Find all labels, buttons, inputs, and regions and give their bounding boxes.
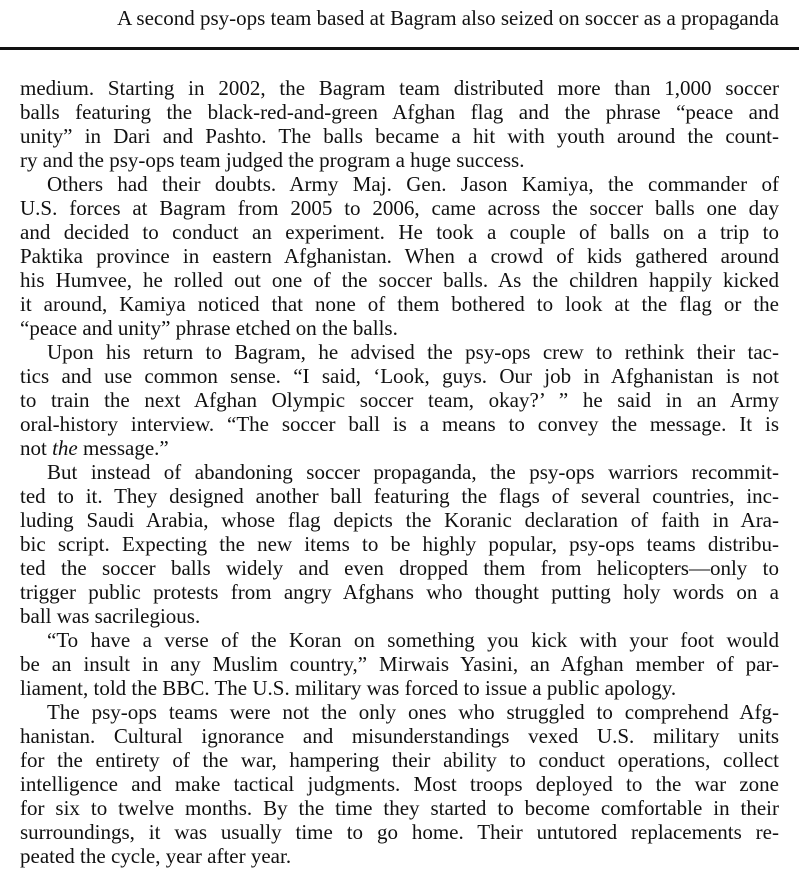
text-line-content: But instead of abandoning soccer propaganda, the psy-ops warriors recommit-	[47, 460, 779, 484]
text-line-content: ry and the psy-ops team judged the program a huge success.	[20, 148, 525, 172]
text-line	[20, 724, 779, 748]
text-line	[20, 484, 779, 508]
text-line	[20, 580, 779, 604]
text-line	[20, 220, 779, 244]
text-line-content: ball was sacrilegious.	[20, 604, 201, 628]
text-line	[20, 748, 779, 772]
text-line-content: to train the next Afghan Olympic soccer team, okay?’ ” he said in an Army	[20, 388, 779, 412]
text-line-content: Paktika province in eastern Afghanistan. When a crowd of kids gathered around	[20, 244, 779, 268]
text-line-content: for six to twelve months. By the time they started to become comfortable in their	[20, 796, 779, 820]
text-line	[20, 412, 779, 436]
text-line-content: peated the cycle, year after year.	[20, 844, 292, 868]
text-line-content: “To have a verse of the Koran on something you kick with your foot would	[47, 628, 779, 652]
text-line-content: surroundings, it was usually time to go home. Their untutored replacements re-	[20, 820, 779, 844]
text-line	[20, 100, 779, 124]
text-line	[20, 772, 779, 796]
text-line-content: U.S. forces at Bagram from 2005 to 2006, came across the soccer balls one day	[20, 196, 779, 220]
text-line	[20, 388, 779, 412]
text-line-content: be an insult in any Muslim country,” Mirwais Yasini, an Afghan member of par-	[20, 652, 779, 676]
previous-page-last-line: A second psy-ops team based at Bagram also seized on soccer as a propaganda	[117, 6, 779, 30]
text-line	[20, 196, 779, 220]
text-line	[20, 460, 779, 484]
text-line	[20, 292, 779, 316]
text-line-content: oral-history interview. “The soccer ball is a means to convey the message. It is	[20, 412, 779, 436]
text-line	[20, 268, 779, 292]
text-line-content: Others had their doubts. Army Maj. Gen. Jason Kamiya, the commander of	[47, 172, 779, 196]
text-line	[20, 652, 779, 676]
text-line-content: not	[20, 436, 47, 460]
text-line-content: balls featuring the black-red-and-green Afghan flag and the phrase “peace and	[20, 100, 779, 124]
text-line	[20, 676, 779, 700]
text-line-content: it around, Kamiya noticed that none of them bothered to look at the flag or the	[20, 292, 779, 316]
text-line-content: intelligence and make tactical judgments. Most troops deployed to the war zone	[20, 772, 779, 796]
text-line-content: Upon his return to Bagram, he advised the psy-ops crew to rethink their tac-	[47, 340, 779, 364]
text-line	[20, 316, 779, 340]
text-line	[20, 628, 779, 652]
text-line-content: hanistan. Cultural ignorance and misunderstandings vexed U.S. military units	[20, 724, 779, 748]
text-line-content: “peace and unity” phrase etched on the balls.	[20, 316, 398, 340]
text-line-content: medium. Starting in 2002, the Bagram team distributed more than 1,000 soccer	[20, 76, 779, 100]
text-line-content: for the entirety of the war, hampering their ability to conduct operations, collect	[20, 748, 779, 772]
text-line	[20, 820, 779, 844]
text-line	[20, 364, 779, 388]
page-divider	[0, 47, 799, 50]
text-line-content: unity” in Dari and Pashto. The balls became a hit with youth around the count-	[20, 124, 779, 148]
text-line	[20, 700, 779, 724]
text-line	[20, 76, 779, 100]
text-line	[20, 844, 779, 868]
text-line-content: his Humvee, he rolled out one of the soccer balls. As the children happily kicked	[20, 268, 779, 292]
text-line-content: The psy-ops teams were not the only ones who struggled to comprehend Afg-	[47, 700, 779, 724]
text-line-content: liament, told the BBC. The U.S. military was forced to issue a public apology.	[20, 676, 677, 700]
text-line	[20, 340, 779, 364]
text-line-content: ted to it. They designed another ball featuring the flags of several countries, inc-	[20, 484, 779, 508]
text-line	[20, 508, 779, 532]
text-line	[20, 172, 779, 196]
text-line	[20, 148, 779, 172]
text-line-content: tics and use common sense. “I said, ‘Look, guys. Our job in Afghanistan is not	[20, 364, 779, 388]
text-line	[20, 124, 779, 148]
text-line-content: bic script. Expecting the new items to be highly popular, psy-ops teams distribu-	[20, 532, 779, 556]
text-line	[20, 244, 779, 268]
text-line-content: trigger public protests from angry Afghans who thought putting holy words on a	[20, 580, 779, 604]
document-body	[20, 76, 779, 877]
text-line	[20, 604, 779, 628]
emphasized-word: the	[52, 436, 78, 460]
text-line	[20, 532, 779, 556]
text-line	[20, 436, 779, 460]
text-line	[20, 796, 779, 820]
text-line	[20, 556, 779, 580]
text-line-content: luding Saudi Arabia, whose flag depicts the Koranic declaration of faith in Ara-	[20, 508, 779, 532]
text-line-content: ted the soccer balls widely and even dropped them from helicopters—only to	[20, 556, 779, 580]
text-line-tail: message.”	[77, 436, 169, 460]
text-line-content: and decided to conduct an experiment. He took a couple of balls on a trip to	[20, 220, 779, 244]
